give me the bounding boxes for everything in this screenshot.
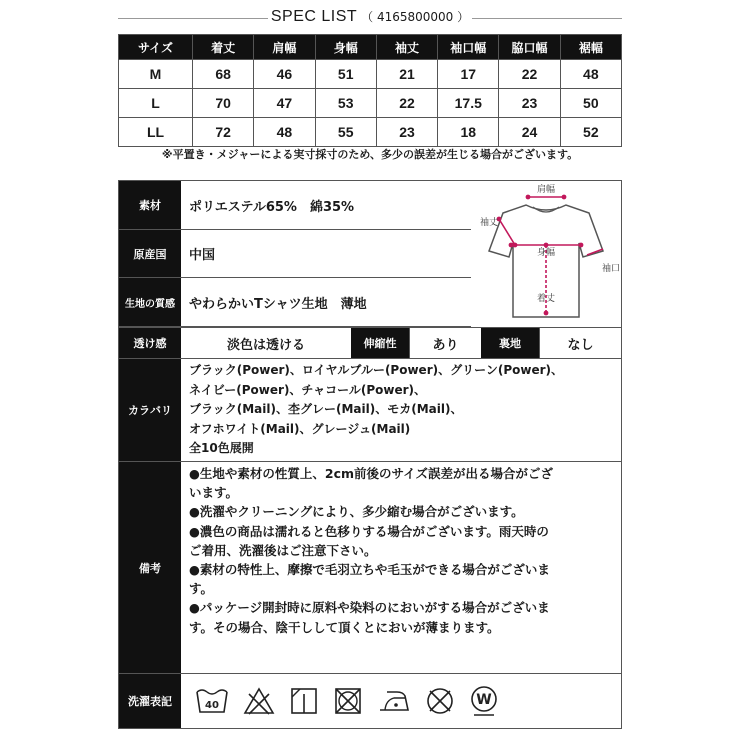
- table-cell: 18: [438, 118, 499, 147]
- table-cell: 17.5: [438, 89, 499, 118]
- remark-line: す。その場合、陰干しして頂くとにおいが薄まります。: [189, 619, 500, 635]
- remark-line: す。: [189, 581, 214, 597]
- col-header: 裾幅: [560, 35, 621, 60]
- stretch-label: 伸縮性: [351, 328, 409, 358]
- table-cell: 22: [499, 60, 560, 89]
- material-row: [119, 181, 471, 230]
- col-header: 身幅: [315, 35, 376, 60]
- table-row: [119, 118, 622, 147]
- col-header: サイズ: [119, 35, 193, 60]
- material-value: ポリエステル65% 綿35%: [189, 199, 355, 215]
- title-rule-left: [118, 18, 268, 19]
- shirt-diagram: [471, 181, 621, 327]
- table-cell: 55: [315, 118, 376, 147]
- table-cell: 23: [499, 89, 560, 118]
- spec-title: [268, 6, 472, 26]
- origin-row: [119, 230, 471, 278]
- table-row: [119, 89, 622, 118]
- table-cell: 48: [254, 118, 315, 147]
- table-cell: 70: [193, 89, 254, 118]
- origin-label: 原産国: [119, 230, 181, 277]
- diagram-sleeve-label: 袖丈: [479, 218, 499, 228]
- remark-line: ●生地や素材の性質上、2cm前後のサイズ誤差が出る場合がござ: [189, 466, 554, 481]
- wash-temp: 40: [205, 700, 219, 711]
- remarks-label: 備考: [119, 462, 181, 673]
- table-cell: 68: [193, 60, 254, 89]
- table-cell: 47: [254, 89, 315, 118]
- diagram-shoulder-label: 肩幅: [536, 185, 556, 195]
- stretch-value: あり: [409, 328, 481, 358]
- colors-list: [181, 361, 621, 461]
- fabric-props-row: [119, 327, 621, 359]
- color-line: ブラック(Power)、ロイヤルブルー(Power)、グリーン(Power)、: [189, 363, 564, 377]
- no-tumble-dry-icon: [333, 686, 363, 716]
- table-cell: 53: [315, 89, 376, 118]
- col-header: 肩幅: [254, 35, 315, 60]
- colors-label: カラバリ: [119, 359, 181, 461]
- table-cell: 72: [193, 118, 254, 147]
- svg-text:W: W: [476, 692, 492, 708]
- spec-title-row: [118, 6, 622, 30]
- diagram-body-width-label: 身幅: [536, 248, 556, 258]
- wet-clean-icon: [469, 685, 499, 717]
- color-line: 全10色展開: [189, 441, 254, 455]
- size-table-header: [119, 35, 622, 60]
- texture-row: [119, 278, 471, 327]
- color-line: オフホワイト(Mail)、グレージュ(Mail): [189, 421, 411, 436]
- remark-line: います。: [189, 485, 239, 501]
- table-cell: M: [119, 60, 193, 89]
- color-line: ネイビー(Power)、チャコール(Power)、: [189, 382, 426, 397]
- table-cell: LL: [119, 118, 193, 147]
- col-header: 脇口幅: [499, 35, 560, 60]
- product-code: （ 4165800000 ）: [361, 10, 470, 24]
- table-cell: 50: [560, 89, 621, 118]
- remarks-list: [181, 464, 621, 673]
- transparency-label: 透け感: [119, 328, 181, 358]
- color-line: ブラック(Mail)、杢グレー(Mail)、モカ(Mail)、: [189, 402, 463, 416]
- table-cell: 23: [376, 118, 437, 147]
- remarks-row: [119, 462, 621, 674]
- col-header: 袖丈: [376, 35, 437, 60]
- table-row: [119, 60, 622, 89]
- material-label: 素材: [119, 181, 181, 229]
- size-table: [118, 34, 622, 147]
- detail-table: [118, 180, 622, 729]
- washing-label: 洗濯表記: [119, 674, 181, 728]
- remark-line: ●濃色の商品は濡れると色移りする場合がございます。雨天時の: [189, 523, 549, 539]
- table-cell: 22: [376, 89, 437, 118]
- wash-40-icon: [195, 686, 229, 716]
- diagram-cuff-label: 袖口: [601, 264, 621, 274]
- texture-label: 生地の質感: [119, 278, 181, 326]
- tshirt-size-diagram: [471, 181, 621, 327]
- remark-line: ●洗濯やクリーニングにより、多少縮む場合がございます。: [189, 504, 524, 520]
- lining-label: 裏地: [481, 328, 539, 358]
- measurement-note: ※平置き・メジャーによる実寸採寸のため、多少の誤差が生じる場合がございます。: [161, 148, 579, 161]
- no-dry-clean-icon: [425, 686, 455, 716]
- table-cell: 46: [254, 60, 315, 89]
- no-bleach-icon: [243, 686, 275, 716]
- origin-value: 中国: [189, 248, 216, 263]
- table-cell: L: [119, 89, 193, 118]
- col-header: 袖口幅: [438, 35, 499, 60]
- washing-icons: [181, 674, 621, 728]
- lining-value: なし: [539, 328, 621, 358]
- spec-title-text: SPEC LIST: [270, 8, 358, 25]
- remark-line: ●パッケージ開封時に原料や染料のにおいがする場合がございま: [189, 600, 550, 616]
- remark-line: ●素材の特性上、摩擦で毛羽立ちや毛玉ができる場合がございま: [189, 562, 550, 578]
- colors-row: [119, 359, 621, 462]
- drip-dry-shade-icon: [289, 686, 319, 716]
- col-header: 着丈: [193, 35, 254, 60]
- washing-row: [119, 674, 621, 728]
- table-cell: 51: [315, 60, 376, 89]
- transparency-value: 淡色は透ける: [226, 337, 305, 353]
- table-cell: 17: [438, 60, 499, 89]
- remark-line: ご着用、洗濯後はご注意下さい。: [189, 542, 377, 558]
- table-cell: 21: [376, 60, 437, 89]
- title-rule-right: [472, 18, 622, 19]
- diagram-length-label: 着丈: [536, 294, 556, 304]
- table-cell: 24: [499, 118, 560, 147]
- texture-value: やわらかいTシャツ生地 薄地: [189, 296, 367, 312]
- table-cell: 48: [560, 60, 621, 89]
- table-cell: 52: [560, 118, 621, 147]
- iron-low-icon: [377, 686, 411, 716]
